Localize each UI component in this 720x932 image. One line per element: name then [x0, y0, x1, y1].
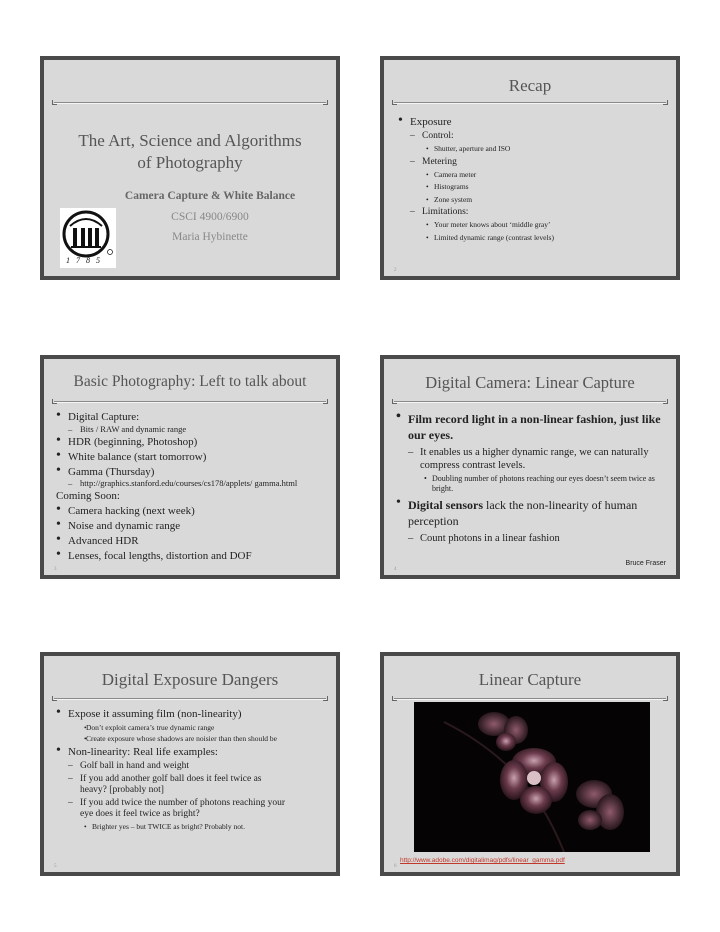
title-rule — [394, 401, 666, 403]
page-number: 4 — [394, 567, 397, 572]
sub-bullet: – Golf ball in hand and weight — [56, 761, 328, 772]
slide-2 — [380, 56, 680, 280]
bullet: • White balance (start tomorrow) — [56, 451, 328, 464]
slide-title: The Art, Science and Algorithms of Photography — [78, 131, 302, 172]
title-rule — [54, 102, 326, 104]
slide-title: Linear Capture — [478, 670, 582, 689]
slide-6 — [380, 652, 680, 876]
slide-subtitle: Camera Capture & White Balance — [124, 190, 296, 202]
slide-5 — [40, 652, 340, 876]
slide-title: Digital Exposure Dangers — [101, 670, 279, 689]
slide-1 — [40, 56, 340, 280]
page-number: 5 — [54, 864, 57, 869]
bullet: • Advanced HDR — [56, 535, 328, 548]
sub-bullet: – If you add twice the number of photons reaching your eye does it feel twice as bright? — [56, 798, 328, 820]
sub-sub-bullet: • Create exposure whose shadows are noisier than then should be — [56, 734, 328, 744]
sub-bullet: – Metering — [398, 157, 668, 168]
sub-sub-bullet: • Your meter knows about ‘middle gray’ — [398, 220, 668, 230]
sub-sub-bullet: • Brighter yes – but TWICE as bright? Probably not. — [56, 822, 328, 832]
slide-title: Basic Photography: Left to talk about — [73, 373, 307, 390]
bullet: • Gamma (Thursday) — [56, 466, 328, 479]
bullet: • Exposure — [398, 116, 668, 129]
source-link[interactable]: http://www.adobe.com/digitalimag/pdfs/linear_gamma.pdf — [400, 857, 565, 864]
bullet: • Digital sensors lack the non-linearity of human perception — [396, 497, 662, 529]
sub-bullet: – It enables us a higher dynamic range, we can naturally compress contrast levels. — [396, 446, 662, 472]
bullet: • Non-linearity: Real life examples: — [56, 746, 328, 759]
orchid-photo — [414, 702, 650, 852]
title-rule — [394, 102, 666, 104]
sub-sub-bullet: • Limited dynamic range (contrast levels) — [398, 233, 668, 243]
bullet: • Noise and dynamic range — [56, 520, 328, 533]
title-rule — [54, 401, 326, 403]
sub-sub-bullet: • Doubling number of photons reaching our eyes doesn’t seem twice as bright. — [396, 474, 662, 494]
author-name: Maria Hybinette — [172, 231, 248, 243]
page-number: 6 — [394, 864, 397, 869]
bullet: • Film record light in a non-linear fashion, just like our eyes. — [396, 411, 662, 443]
course-number: CSCI 4900/6900 — [171, 211, 249, 223]
bullet: • HDR (beginning, Photoshop) — [56, 436, 328, 449]
slide-4 — [380, 355, 680, 579]
sub-bullet: – http://graphics.stanford.edu/courses/cs178/applets/ gamma.html — [56, 479, 328, 489]
sub-sub-bullet: • Camera meter — [398, 170, 668, 180]
slide-3 — [40, 355, 340, 579]
sub-bullet: – Bits / RAW and dynamic range — [56, 424, 328, 434]
coming-soon-label: Coming Soon: — [56, 489, 120, 502]
slide-title: Recap — [508, 76, 552, 95]
sub-bullet: – Limitations: — [398, 207, 668, 218]
sub-sub-bullet: • Don’t exploit camera’s true dynamic range — [56, 723, 328, 733]
sub-bullet: – Count photons in a linear fashion — [396, 532, 662, 545]
bullet: • Digital Capture: — [56, 411, 328, 424]
title-rule — [54, 698, 326, 700]
page-number: 3 — [54, 567, 57, 572]
sub-sub-bullet: • Zone system — [398, 195, 668, 205]
sub-sub-bullet: • Shutter, aperture and ISO — [398, 144, 668, 154]
sub-bullet: – If you add another golf ball does it feel twice as heavy? [probably not] — [56, 774, 328, 796]
slide-title: Digital Camera: Linear Capture — [425, 373, 635, 392]
bullet: • Lenses, focal lengths, distortion and DOF — [56, 550, 328, 563]
page-number: 2 — [394, 268, 397, 273]
university-logo: 1 7 8 5 — [60, 208, 116, 268]
sub-sub-bullet: • Histograms — [398, 182, 668, 192]
sub-bullet: – Control: — [398, 131, 668, 142]
title-rule — [394, 698, 666, 700]
bullet: • Camera hacking (next week) — [56, 505, 328, 518]
credit-label: Bruce Fraser — [625, 560, 666, 567]
bullet: • Expose it assuming film (non-linearity) — [56, 708, 328, 721]
